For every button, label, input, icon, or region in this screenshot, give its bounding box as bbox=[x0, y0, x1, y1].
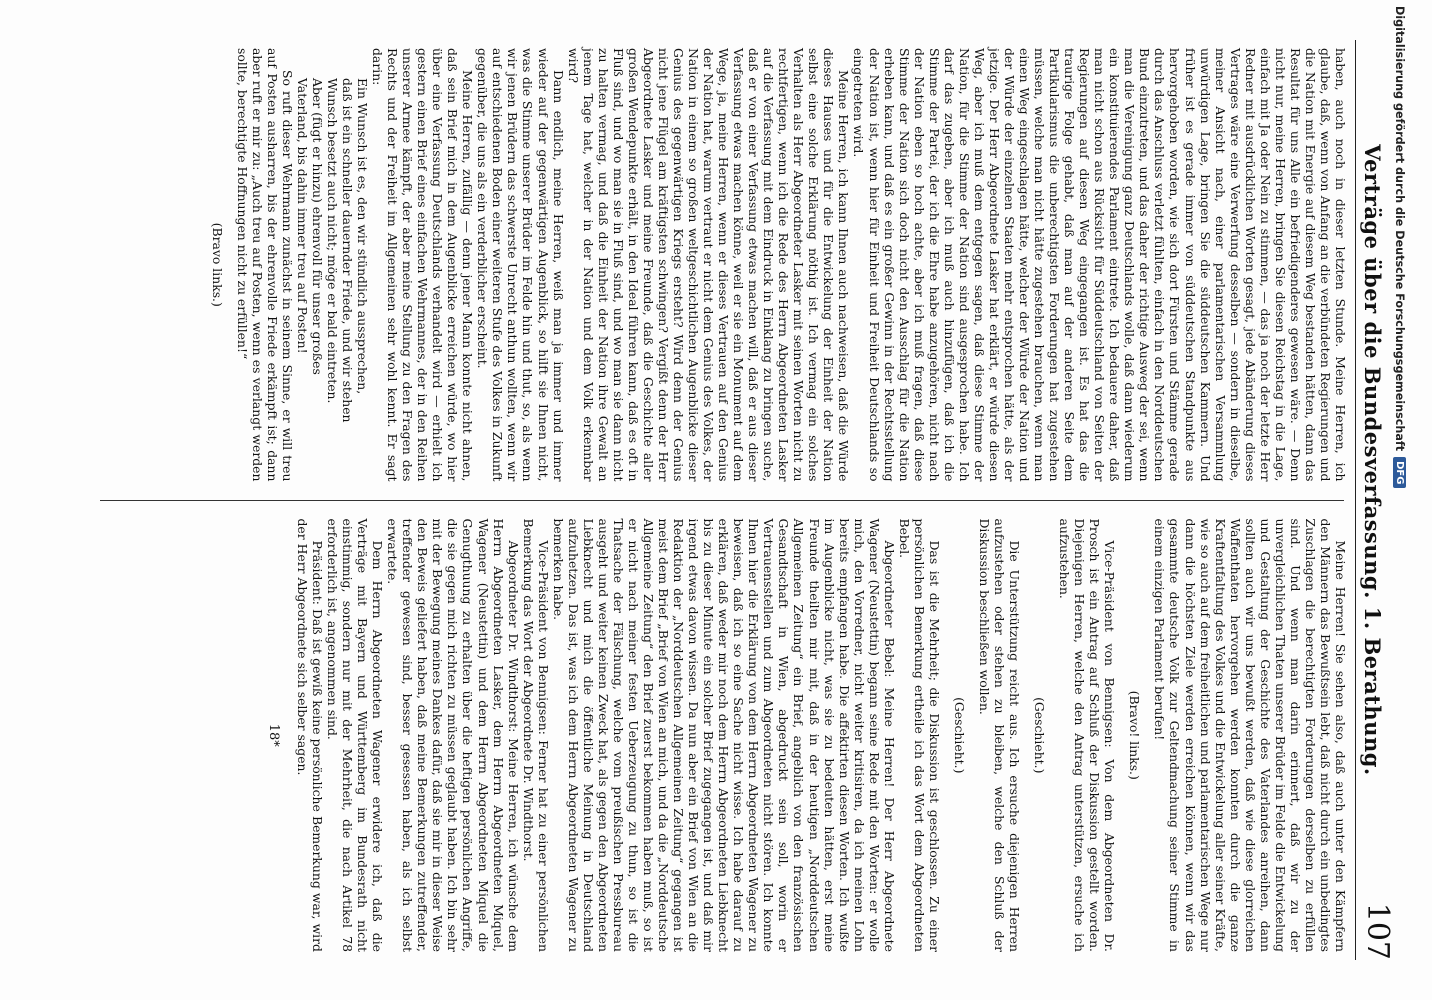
speaker-paragraph: Abgeordneter Bebel: Meine Herren! Der Herr Abgeordnete Wagener (Neustettin) begann seine Rede mit den Worten: er wolle mich, den Vorredner, nicht weiter kritisiren, da ich meinen Lohn bereits empfangen habe. Die affektirten diesen Worten. Ich wußte im Augenblicke nicht, was sie zu bedeuten hätten, erst meine Freunde theilten mir mit, daß in der heutigen „Norddeutschen Allgemeinen Zeitung“ ein Brief, angeblich von den französischen Gesandtschaft in Wien, abgedruckt sein soll, worin er Vertrauensstellen und zum Abgeordneten nicht stören. Ich konnte Ihnen hier die Erklärung von dem Herrn Abgeordneten Wagener zu beweisen, daß ich so eine Sache nicht wisse. Ich habe darauf zu erklären, daß weder mir noch dem Herrn Abgeordneten Liebknecht bis zu dieser Minute ein solcher Brief zugegangen ist, und daß mir irgend etwas davon wissen. Da nun aber ein Brief von Wien an die Redaktion der „Norddeutschen Allgemeinen Zeitung“ gegangen ist meist dem Brief „Brief von Wien an mich, und da die „Norddeutsche Allgemeine Zeitung“ den Brief zuerst bekommen haben muß, so ist er nicht nach meiner festen Ueberzeugung zu thun, so ist die Thatsache der Fälschung, welche vom preußischen Pressbureau ausgeht und weiter keinen Zweck hat, als gegen den Abgeordneten Liebknecht und mich die öffentliche Meinung in Deutschland aufzuhetzen. Das ist, was ich dem Herrn Abgeordneten Wagener zu bemerken habe. bbox=[550, 518, 897, 952]
speaker-paragraph: Präsident: Daß ist gewiß keine persönliche Bemerkung war, wird der Herr Abgeordnete sich selber sagen. bbox=[294, 518, 325, 952]
paragraph: Meine Herren, ich kann Ihnen auch nachweisen, daß die Würde dieses Hauses und für die Entwickelung der Einheit der Nation selbst eine solche Erklärung nöthig ist. Ich vermag ein solches Verhalten als Herr Abgeordneter Lasker mit seinen Worten nicht zu rechtfertigen, wenn ich die Rede des Herrn Abgeordneten Lasker auf die Verfassung mit dem Eindruck in Einklang zu bringen suche, daß er von einer Verfassung etwas machen will, daß er aus dieser Verfassung etwas machen könne, weil er sie ein Monument auf dem Wege, ja, meine Herren, wenn er dieses Vertrauen auf den Genius der Nation hat, warum vertraut er nicht dem Genius des Volkes, der Nation in einem so großen weltgeschichtlichen Augenblicke dieser Genius des gegenwärtigen Kriegs ersteht? Wird denn der Genius nicht jene Flügel am kräftigsten schwingen? Vergißt denn der Herr Abgeordnete Lasker und meine Freunde, daß die Geschichte aller großen Wendepunkte erhält, in den Ideal führen kann, daß es oft in Fluß sind, und wo man sie in Fluß sind, und wo man sie dann nicht zu halten vermag, und daß die Einheit der Nation ihre Gewalt an jenem Tage hat, welcher in der Nation und dem Volk erkennbar wird? bbox=[565, 48, 852, 482]
paragraph: So ruft dieser Wehrmann zunächst in seinem Sinne, er will treu auf Posten ausharren, bis der ehrenvolle Friede erkämpft ist; dann aber ruft er mir zu: „Auch treu auf Posten, wenn es verlangt werden sollte, berechtigte Hoffnungen nicht zu erfüllen!“ bbox=[234, 48, 295, 482]
quote-line: Aber (fügt er hinzu) ehrenvoll für unser großes bbox=[309, 78, 325, 375]
page-number: 107 bbox=[1360, 902, 1395, 960]
dfg-sidebar-text: Digitalisierung gefördert durch die Deutsche Forschungsgemeinschaft bbox=[1393, 6, 1407, 452]
speaker-paragraph: Abgeordneter Dr. Windthorst: Meine Herren, ich wünsche dem Herrn Abgeordneten Lasker, dem Herrn Abgeordneten Miquel, Wagener (Neustettin) und dem Herrn Abgeordneten Miquel die Genugthuung zu erhalten über die heftigen persönlichen Angriffe, die sie gegen mich richten zu müssen geglaubt haben. Ich bin sehr mit der Bewegung meines Dankes dafür, daß sie mir in dieser Weise den Beweis geliefert haben, daß meine Bemerkungen zutreffender, treffender gewesen sind, besser gesessen haben, als ich selbst erwartete. bbox=[385, 518, 521, 952]
applause-note: (Bravo links.) bbox=[209, 222, 225, 307]
applause-note: (Bravo! links.) bbox=[1127, 690, 1143, 780]
speaker-paragraph: Vice-Präsident von Bennigsen: Von dem Abgeordneten Dr. Prosch ist ein Antrag auf Schluß der Diskussion gestellt worden. Diejenigen Herren, welche den Antrag unterstützen, ersuche ich aufzustehen. bbox=[1057, 518, 1118, 952]
right-column bbox=[40, 501, 1348, 971]
left-column bbox=[40, 30, 1348, 500]
speaker-paragraph: Vice-Präsident von Bennigsen: Ferner hat zu einer persönlichen Bemerkung das Wort der Abgeordnete Dr. Windthorst. bbox=[520, 518, 551, 952]
running-head: Verträge über die Bundesverfassung. 1. Berathung. bbox=[1360, 144, 1385, 776]
paragraph: Das ist die Mehrheit; die Diskussion ist geschlossen. Zu einer persönlichen Bemerkung ertheile ich das Wort dem Abgeordneten Bebel. bbox=[896, 518, 942, 952]
paragraph: haben, auch noch in dieser letzten Stunde. Meine Herren, ich glaube, daß, wenn von Anfang an die verbündeten Regierungen und die Nation mit Energie auf diesem Weg bestanden hätten, dann das Resultat für uns Alle ein befriedigenderes gewesen wäre. — Denn nicht nur, meine Herren, bringen Sie diesen Reichstag in die Lage, einfach mit Ja oder Nein zu stimmen, — das ja noch der letzte Herr Redner mit ausdrücklichen Worten gesagt, jede Abänderung dieses Vertrages wäre eine Verwerfung desselben — sondern in dieselbe, meiner Ansicht nach, einer parlamentarischen Versammlung unwürdigen Lage, bringen Sie die süddeutschen Kammern. Und früher ist es gerade immer von süddeutschen Standpunkte aus hervorgehoben worden, wie sich dort Fürsten und Stämme gerade durch das Anschluss verletzt fühlten, einfach in den Norddeutschen Bund einzutreten, und das daher der richtige Ausweg der sei, wenn man die Vereinigung ganz Deutschlands wolle, daß dann wiederum ein konstituierendes Parlament eintrete. Ich bedauere daher, daß man nicht schon aus Rücksicht für Süddeutschland von Seiten der Regierungen auf diesen Weg eingegangen ist. Es hat das die traurige Folge gehabt, daß man auf der anderen Seite dem Partikularismus die unberechtigsten Forderungen hat zugestehen müssen, welche man nicht hätte zugestehen brauchen, wenn man einen Weg eingeschlagen hätte, welcher der Würde der Nation und der Würde der einzelnen Staaten mehr entsprochen hätte, als der jetzige. Der Herr Abgeordnete Lasker hat erklärt, er würde diesen Weg, aber ich muß dem entgegen sagen, daß diese Stimme der Nation, für die Stimme der Nation sind ausgesprochen habe. Ich darf das zugeben, aber ich muß auch hinzufügen, daß ich die Stimme der Partei, der ich die Ehre habe anzugehören, nicht nach der Nation eben so hoch achte, aber ich muß fragen, daß diese Stimme der Nation sich doch nicht den Ausschlag für die Nation erheben kann, und daß es ein großer Gewinn in der Rechtsstellung der Nation ist, wenn hier für Einheit und Freiheit Deutschlands so eingetreten wird. bbox=[851, 48, 1348, 482]
signature-mark: 18* bbox=[265, 723, 281, 747]
text-columns bbox=[40, 30, 1348, 970]
paragraph: Meine Herren! Sie sehen also, daß auch unter den Kämpfern den Männern das Bewußtsein lebt, daß nicht durch ein unbedingtes Zuschlagen die berechtigten Forderungen derselben zu erfüllen sind. Und wenn man darin erinnert, daß wir zu der unvergleichlichen Thaten unserer Brüder im Felde die Entwickelung und Gestaltung der Geschichte des Vaterlandes anreihen, dann sollten auch wir uns bewußt werden, daß wie diese glorreichen Waffenthaten hervorgehen werden konnten durch die ganze Kraftentfaltung des Volkes und die Entwickelung aller seiner Kräfte, wie so auch auf dem freiheitlichen und parlamentarischen Wege nur dann die höchsten Ziele werden erreichen können, wenn wir das gesammte deutsche Volk zur Geltendmachung seiner Stimme in einem einzigen Parlament berufen! bbox=[1152, 518, 1348, 952]
quote-line: Vaterland, bis dahin immer treu auf Posten! bbox=[294, 78, 310, 354]
stage-note: (Geschieht.) bbox=[1032, 697, 1048, 774]
paragraph: Meine Herren, zufällig — denn jener Mann konnte nicht ahnen, daß sein Brief mich in dem Augenblicke erreichen würde, wo hier über eine Verfassung Deutschlands verhandelt wird — erhielt ich gestern einen Brief eines einfachen Wehrmannes, der in den Reihen unserer Armee kämpft, der aber meine Stellung zu den Fragen des Rechts und der Freiheit im Allgemeinen sehr wohl kennt. Er sagt darin: bbox=[370, 48, 476, 482]
quote-line: Ein Wunsch ist es, den wir stündlich aussprechen, bbox=[354, 78, 370, 395]
paragraph: Dem Herrn Abgeordneten Wagener erwidere ich, daß die Verträge mit Bayern und Württemberg im Bundesrath nicht einstimmig, sondern nur mit der Mehrheit, die nach Artikel 78 erforderlich ist, angenommen sind. bbox=[325, 518, 386, 952]
quote-line: daß ist ein schneller dauernder Friede, und wir stehen bbox=[339, 78, 355, 423]
paragraph: Die Unterstützung reicht aus. Ich ersuche diejenigen Herren aufzustehen oder stehen zu bleiben, welche den Schluß der Diskussion beschließen wollen. bbox=[977, 518, 1023, 952]
dfg-logo: DFG bbox=[1394, 457, 1407, 488]
stage-note: (Geschieht.) bbox=[951, 697, 967, 774]
paragraph: Dann endlich, meine Herren, weiß man ja immer und immer wieder auf der gegenwärtigen Augenblick, so hilft sie Ihnen nicht, was die Stimme unserer Brüder im Felde hin und thut, so, als wenn wir jenen Brüdern das schwerste Unrecht anthun wollten, wenn wir auf entschiedenen Boden einer weiteren Stufe des Volkes in Zukunft gegenüber, die uns als ein verderblicher erscheint. bbox=[475, 48, 566, 482]
dfg-sidebar bbox=[1390, 6, 1410, 994]
quote-line: Wunsch besetzt auch nicht; möge er bald eintreten. bbox=[324, 78, 340, 404]
